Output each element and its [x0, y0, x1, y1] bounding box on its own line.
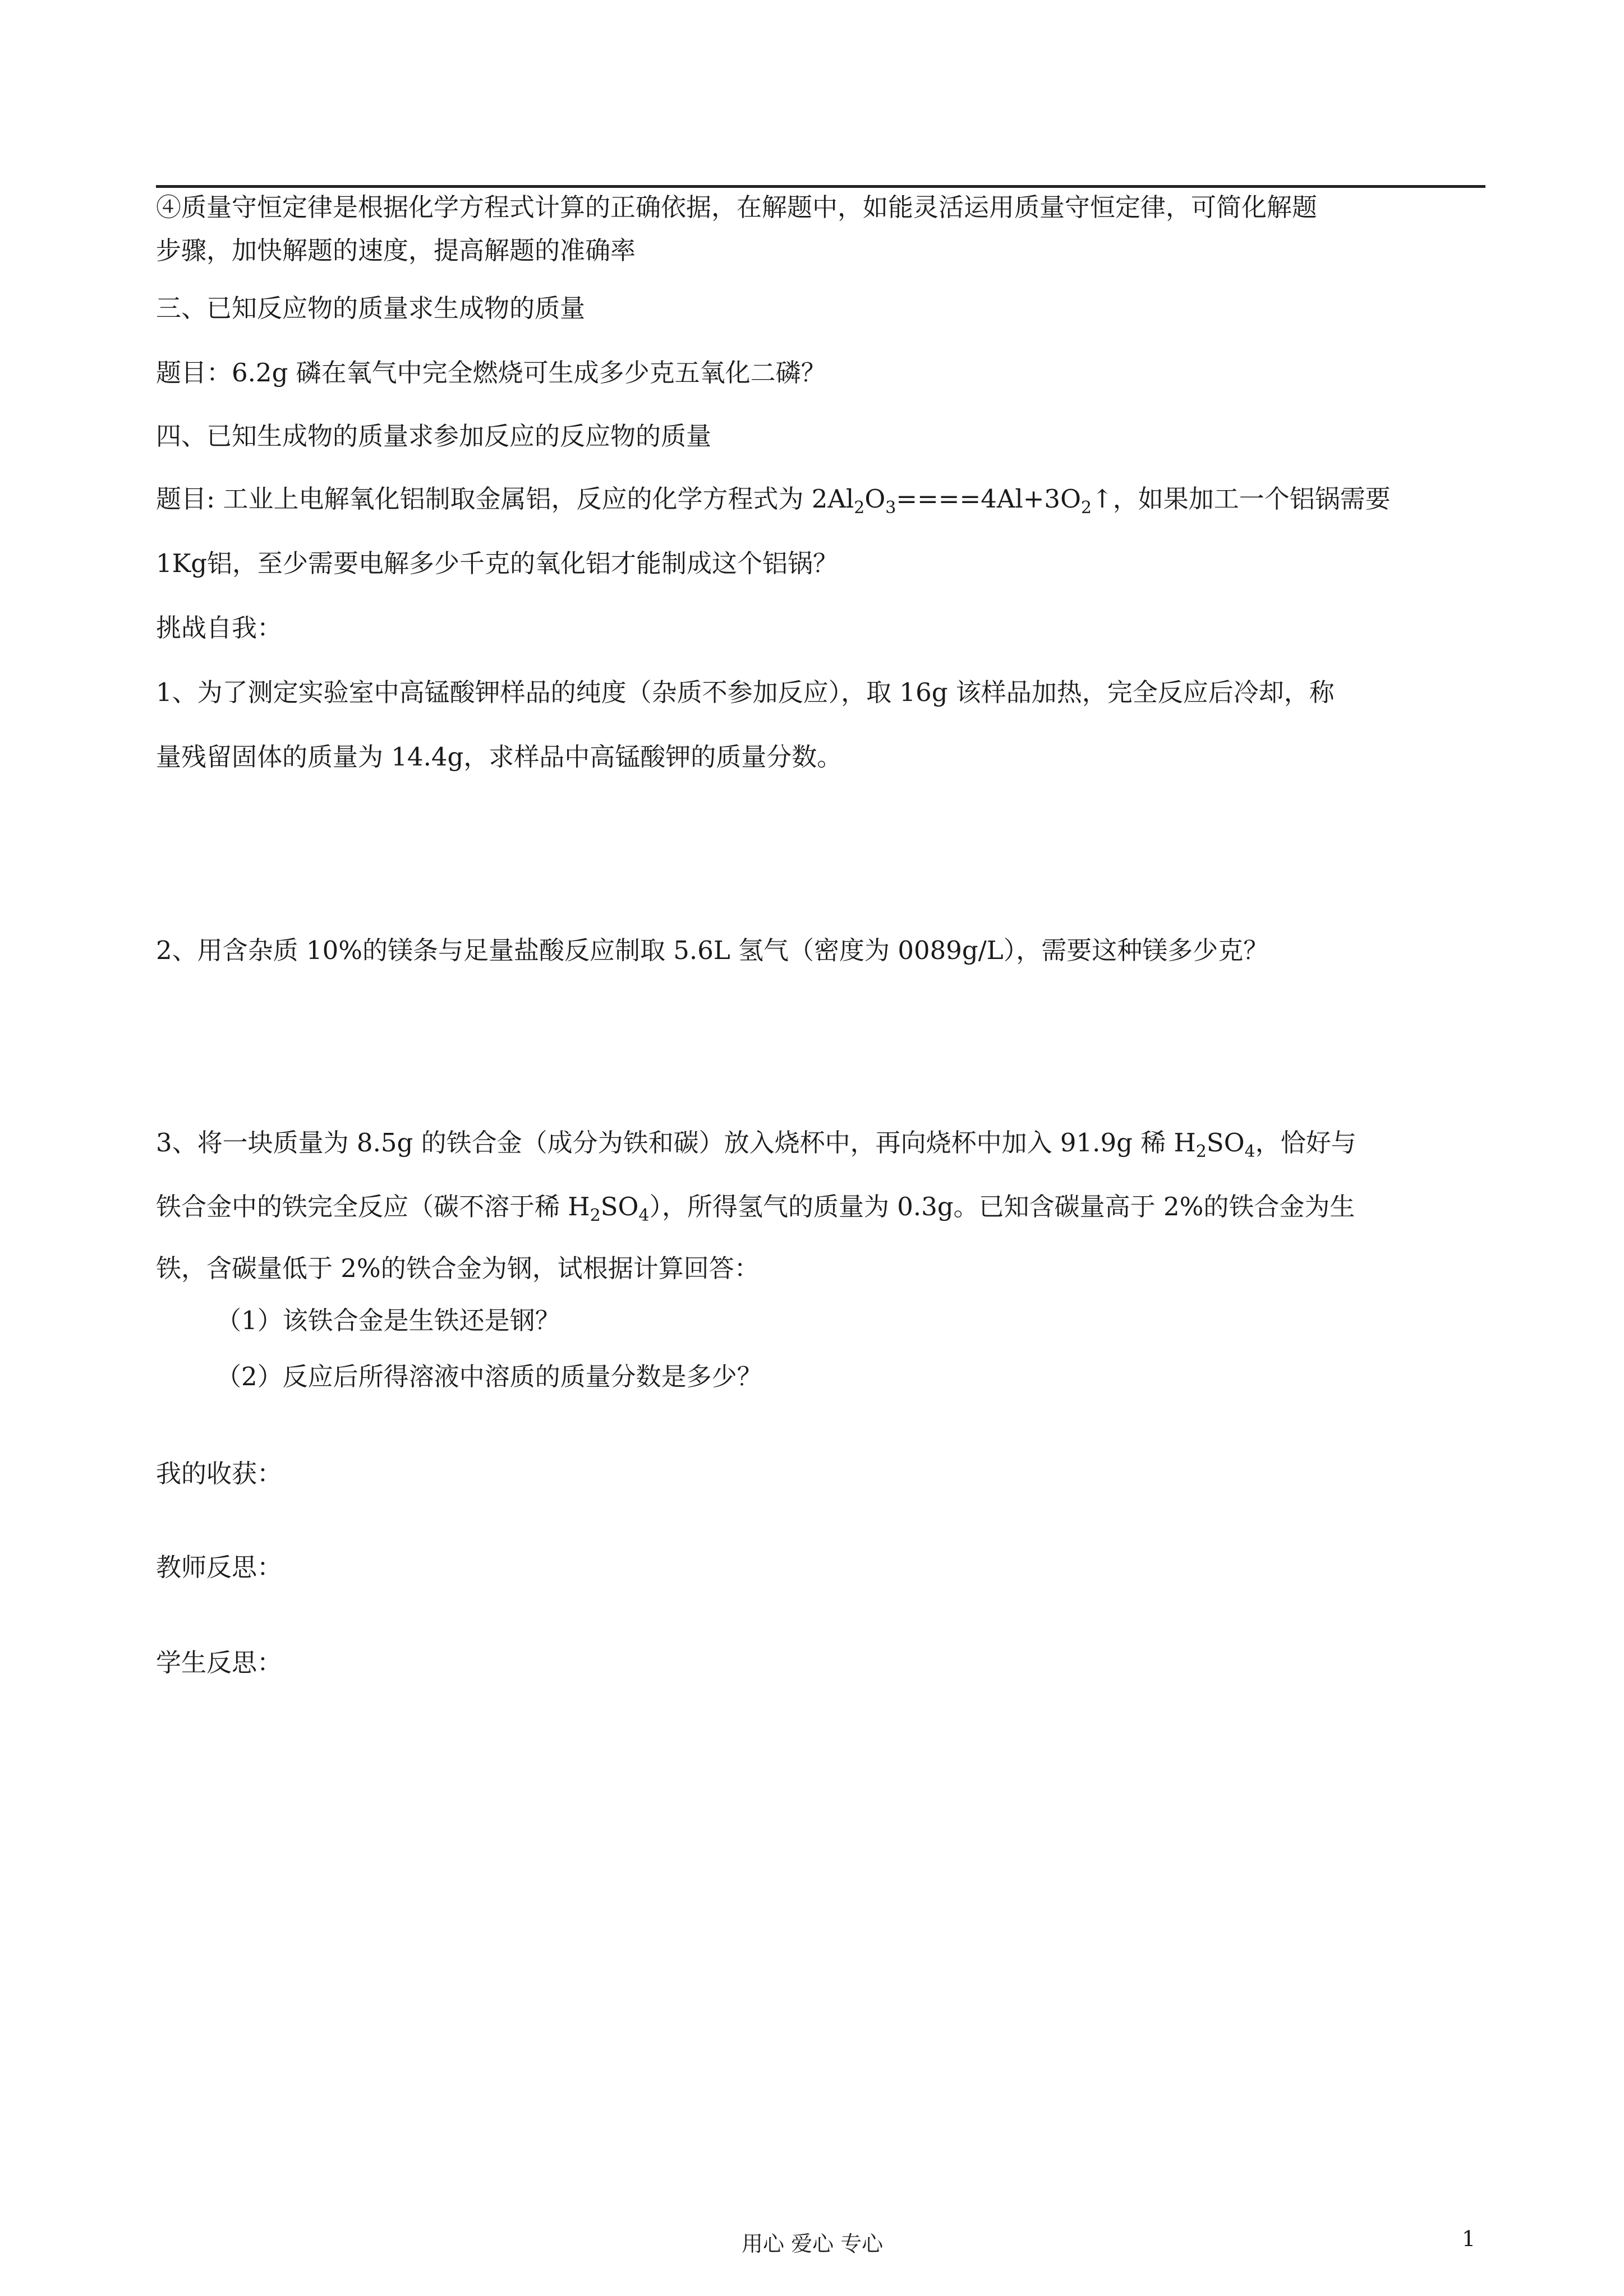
text: 3、将一块质量为 8.5g 的铁合金（成分为铁和碳）放入烧杯中，再向烧杯中加入 91.9g 稀 H — [156, 1128, 1196, 1158]
text: SO — [1206, 1128, 1245, 1158]
subscript: 2 — [854, 498, 865, 518]
subscript: 4 — [1244, 1142, 1255, 1161]
subscript: 3 — [885, 498, 896, 518]
section-3-heading: 三、已知反应物的质量求生成物的质量 — [156, 293, 586, 323]
my-gain-label: 我的收获： — [156, 1459, 283, 1488]
header-rule — [156, 185, 1485, 188]
subscript: 2 — [590, 1206, 601, 1225]
section-4-question-line-2: 1Kg铝，至少需要电解多少千克的氧化铝才能制成这个铝锅？ — [156, 548, 839, 578]
problem-1-line-2: 量残留固体的质量为 14.4g，求样品中高锰酸钾的质量分数。 — [156, 742, 843, 772]
text: SO — [600, 1192, 639, 1221]
problem-3-line-1 — [156, 1126, 1485, 1160]
problem-3-line-2 — [156, 1190, 1485, 1224]
footer-motto: 用心 爱心 专心 — [742, 2232, 884, 2256]
student-reflection-label: 学生反思： — [156, 1648, 283, 1677]
paragraph-4-line-2: 步骤，加快解题的速度，提高解题的准确率 — [156, 236, 636, 265]
paragraph-4-line-1: ④质量守恒定律是根据化学方程式计算的正确依据，在解题中，如能灵活运用质量守恒定律，可简化解题 — [156, 192, 1318, 222]
section-4-heading: 四、已知生成物的质量求参加反应的反应物的质量 — [156, 421, 712, 451]
section-3-question: 题目：6.2g 磷在氧气中完全燃烧可生成多少克五氧化二磷？ — [156, 358, 826, 388]
text: 题目: 工业上电解氧化铝制取金属铝，反应的化学方程式为 2Al — [156, 484, 854, 514]
subscript: 2 — [1080, 498, 1092, 518]
text: ↑，如果加工一个铝锅需要 — [1092, 484, 1391, 514]
page-number: 1 — [1462, 2226, 1476, 2251]
text: ），所得氢气的质量为 0.3g。已知含碳量高于 2%的铁合金为生 — [649, 1192, 1355, 1221]
text: ====4Al+3O — [896, 484, 1081, 514]
section-4-question-line-1 — [156, 482, 1485, 516]
problem-3-question-2: （2）反应后所得溶液中溶质的质量分数是多少？ — [216, 1362, 762, 1391]
subscript: 2 — [1195, 1142, 1207, 1161]
problem-2: 2、用含杂质 10%的镁条与足量盐酸反应制取 5.6L 氢气（密度为 0089g/L），需要这种镁多少克？ — [156, 935, 1269, 965]
challenge-heading: 挑战自我： — [156, 613, 283, 643]
problem-3-line-3: 铁，含碳量低于 2%的铁合金为钢，试根据计算回答： — [156, 1253, 760, 1283]
text: O — [864, 484, 886, 514]
problem-3-question-1: （1）该铁合金是生铁还是钢？ — [216, 1306, 560, 1335]
subscript: 4 — [638, 1206, 650, 1225]
problem-1-line-1: 1、为了测定实验室中高锰酸钾样品的纯度（杂质不参加反应），取 16g 该样品加热，完全反应后冷却，称 — [156, 677, 1335, 707]
text: ，恰好与 — [1255, 1128, 1356, 1158]
text: 铁合金中的铁完全反应（碳不溶于稀 H — [156, 1192, 590, 1221]
teacher-reflection-label: 教师反思： — [156, 1552, 283, 1582]
